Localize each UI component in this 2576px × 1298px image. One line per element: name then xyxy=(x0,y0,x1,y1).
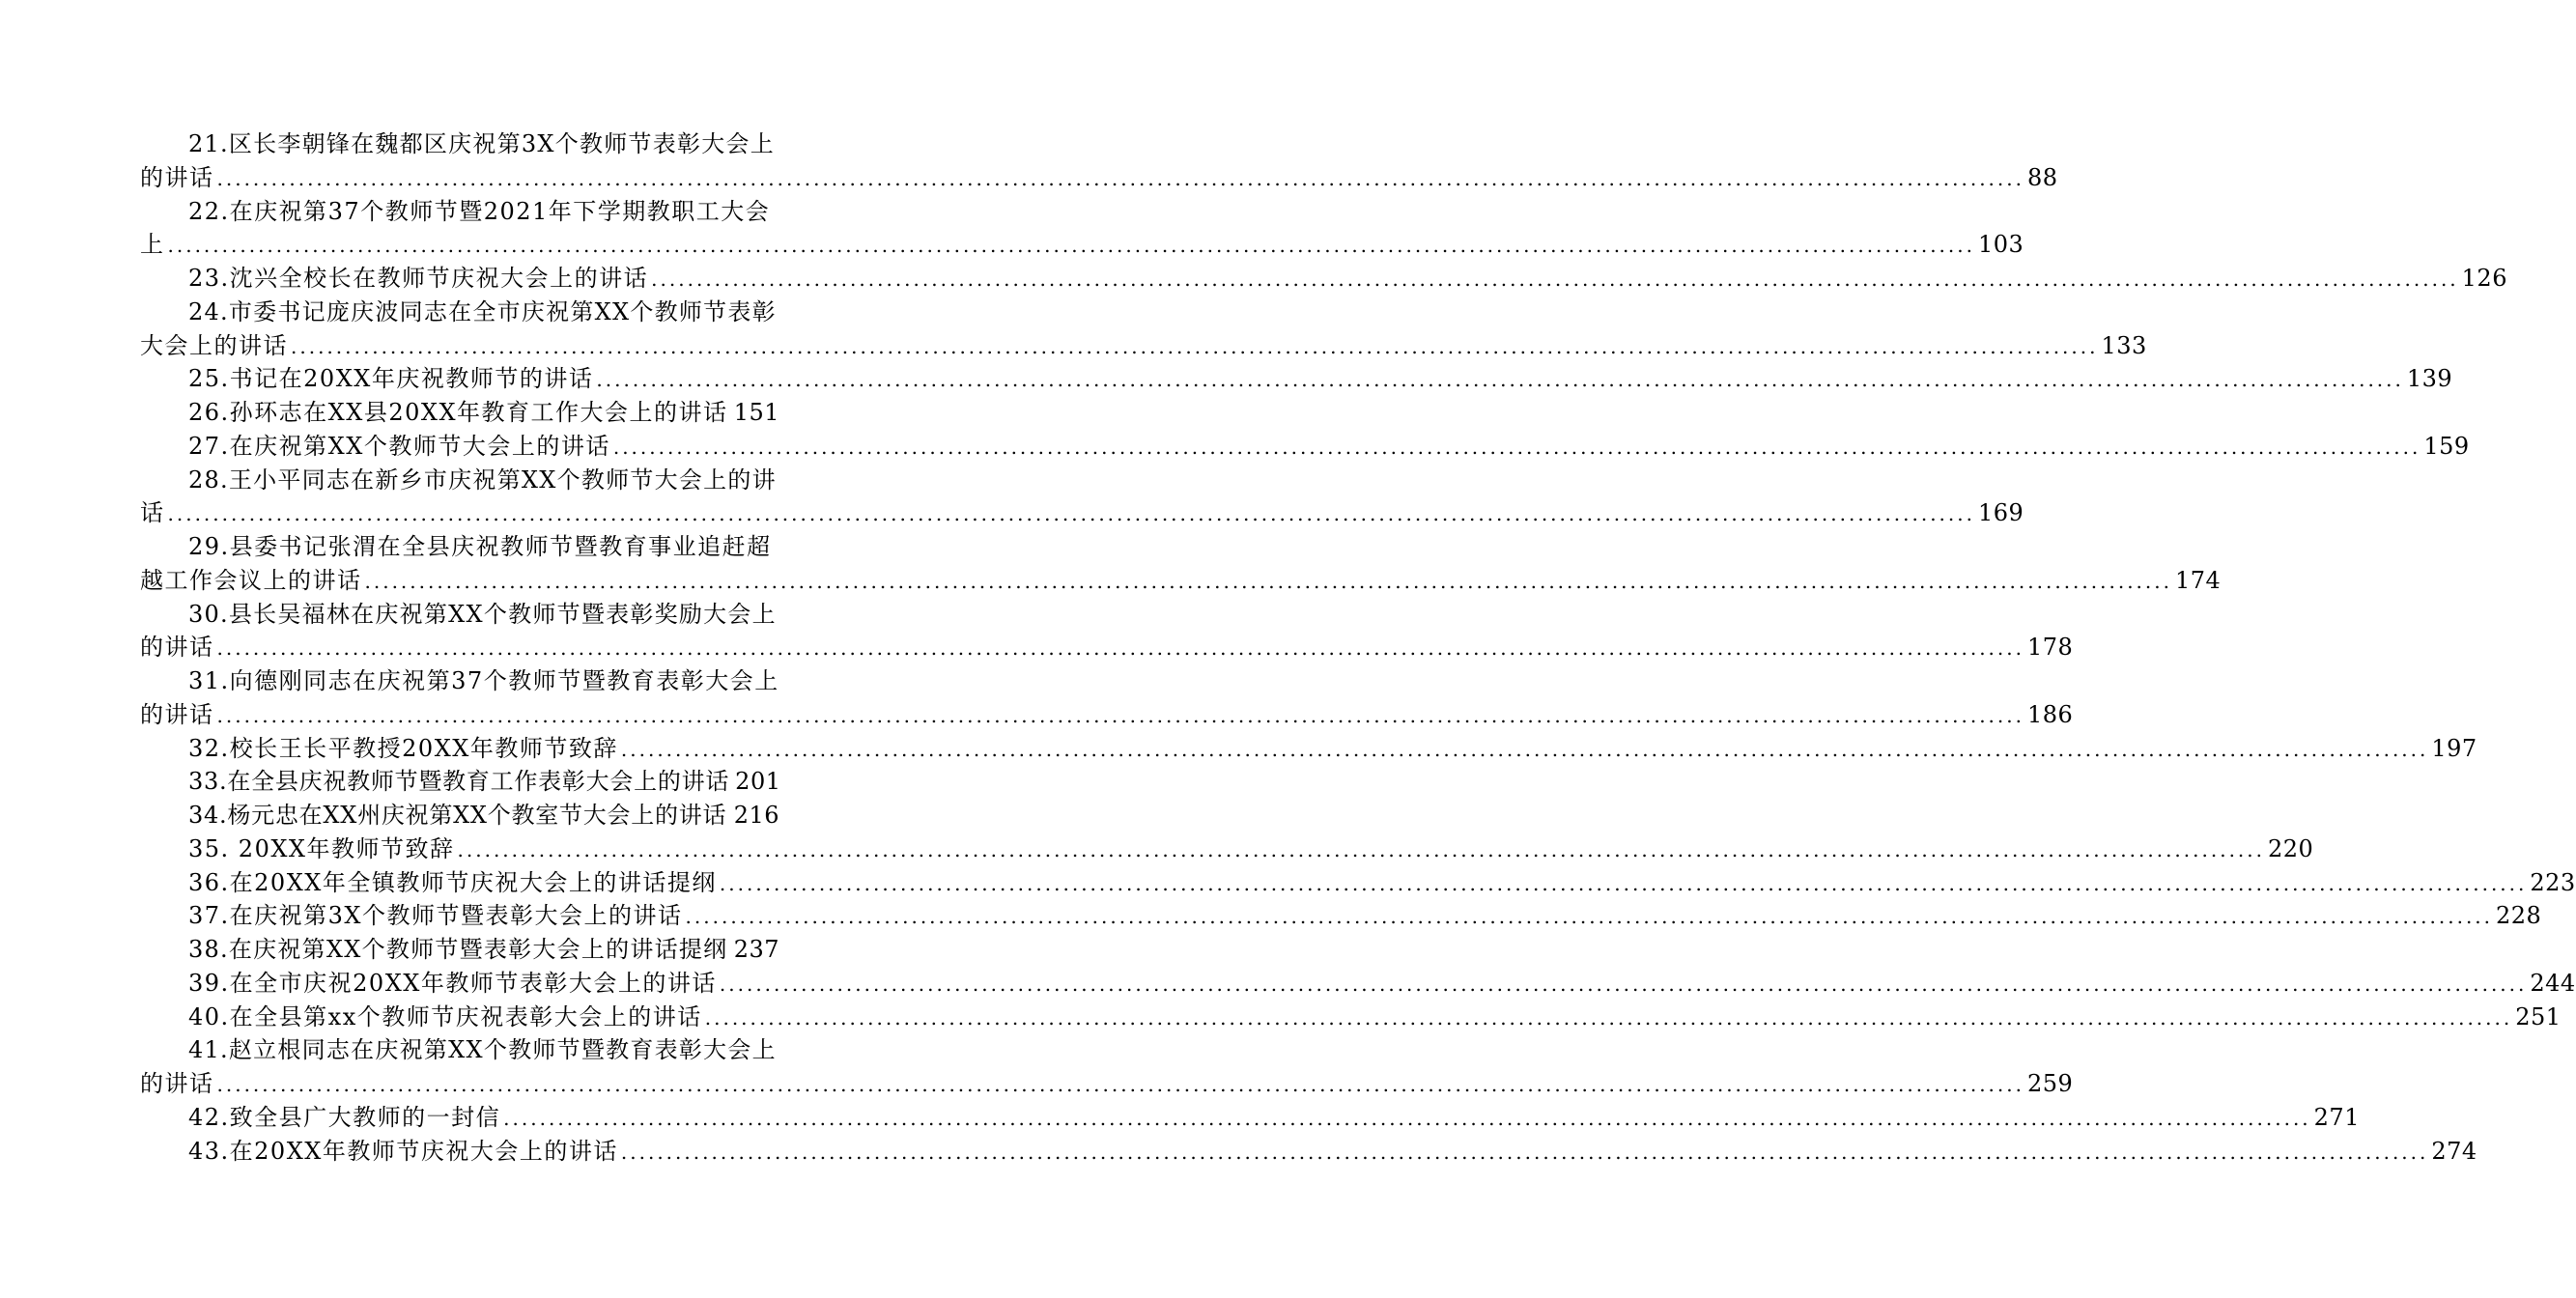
toc-entry-title: 24.市委书记庞庆波同志在全市庆祝第XX个教师节表彰 xyxy=(188,297,777,325)
toc-leader-dots: ........................................................................................................................................................................................................ xyxy=(364,569,2172,593)
toc-leader-dots: ........................................................................................................................................................................................................ xyxy=(620,737,2429,761)
toc-leader-dots: ........................................................................................................................................................................................................ xyxy=(704,1005,2513,1030)
toc-entry-line xyxy=(140,1001,2562,1034)
toc-entry-line xyxy=(140,329,2147,363)
toc-entry-title: 43.在20XX年教师节庆祝大会上的讲话 xyxy=(188,1137,618,1165)
toc-page-number: 139 xyxy=(2406,365,2453,393)
toc-entry-title: 37.在庆祝第3X个教师节暨表彰大会上的讲话 xyxy=(188,902,683,930)
toc-leader-dots: ........................................................................................................................................................................................................ xyxy=(216,636,2024,661)
toc-leader-dots xyxy=(729,800,730,833)
toc-entry-line xyxy=(140,530,779,564)
toc-page-number: 159 xyxy=(2423,432,2470,460)
toc-leader-dots: ........................................................................................................................................................................................................ xyxy=(685,905,2494,929)
toc-entry-line xyxy=(140,664,779,698)
toc-entry-line xyxy=(140,228,2024,262)
toc-entry-title: 话 xyxy=(140,499,165,527)
toc-leader-dots: ........................................................................................................................................................................................................ xyxy=(457,837,2265,861)
toc-entry-line xyxy=(140,598,779,632)
toc-page-number: 228 xyxy=(2496,902,2542,930)
toc-entry-title: 的讲话 xyxy=(140,700,214,728)
toc-page-number: 271 xyxy=(2313,1103,2360,1131)
toc-leader-dots: ........................................................................................................................................................................................................ xyxy=(719,871,2528,895)
toc-leader-dots: ........................................................................................................................................................................................................ xyxy=(291,334,2099,358)
toc-entry-title: 22.在庆祝第37个教师节暨2021年下学期教职工大会 xyxy=(188,197,771,225)
toc-leader-dots: ........................................................................................................................................................................................................ xyxy=(596,368,2404,392)
toc-entry-line xyxy=(140,832,2314,866)
toc-entry-line xyxy=(140,1033,779,1067)
toc-entry-title: 34.杨元忠在XX州庆祝第XX个教室节大会上的讲话 xyxy=(188,802,727,829)
toc-entry-title: 的讲话 xyxy=(140,163,214,191)
toc-entry-title: 29.县委书记张渭在全县庆祝教师节暨教育事业追赶超 xyxy=(188,533,772,560)
toc-entry-line xyxy=(140,799,779,832)
toc-page-number: 169 xyxy=(1977,499,2024,527)
toc-entry-title: 25.书记在20XX年庆祝教师节的讲话 xyxy=(188,365,594,393)
toc-leader-dots: ........................................................................................................................................................................................................ xyxy=(620,1140,2429,1164)
toc-leader-dots: ........................................................................................................................................................................................................ xyxy=(503,1106,2311,1130)
toc-page-number: 223 xyxy=(2530,868,2576,896)
toc-entry-title: 33.在全县庆祝教师节暨教育工作表彰大会上的讲话 xyxy=(188,768,730,796)
toc-entry-title: 的讲话 xyxy=(140,634,214,662)
toc-leader-dots: ........................................................................................................................................................................................................ xyxy=(719,972,2528,996)
toc-entry-line xyxy=(140,430,2470,464)
toc-page-number: 251 xyxy=(2515,1002,2562,1030)
toc-entry-title: 27.在庆祝第XX个教师节大会上的讲话 xyxy=(188,432,610,460)
toc-entry-title: 41.赵立根同志在庆祝第XX个教师节暨教育表彰大会上 xyxy=(188,1036,777,1064)
toc-entry-line xyxy=(140,899,2542,933)
toc-entry-line xyxy=(140,195,779,229)
toc-entry-line xyxy=(140,362,2453,396)
toc-page-number: 216 xyxy=(733,802,779,829)
toc-entry-title: 39.在全市庆祝20XX年教师节表彰大会上的讲话 xyxy=(188,969,717,997)
toc-entry-title: 38.在庆祝第XX个教师节暨表彰大会上的讲话提纲 xyxy=(188,936,728,963)
toc-page-number: 244 xyxy=(2530,969,2576,997)
toc-entry-title: 大会上的讲话 xyxy=(140,331,288,359)
toc-page-number: 201 xyxy=(735,768,781,796)
toc-page-number: 126 xyxy=(2461,265,2507,292)
toc-entry-title: 32.校长王长平教授20XX年教师节致辞 xyxy=(188,734,618,762)
toc-entry-title: 21.区长李朝锋在魏都区庆祝第3X个教师节表彰大会上 xyxy=(188,130,776,157)
toc-leader-dots: ........................................................................................................................................................................................................ xyxy=(167,234,1975,258)
toc-entry-line xyxy=(140,967,2576,1001)
toc-entry-line xyxy=(140,1067,2074,1101)
toc-entry-line xyxy=(140,464,779,497)
toc-entry-line xyxy=(140,866,2576,900)
toc-entry-title: 40.在全县第xx个教师节庆祝表彰大会上的讲话 xyxy=(188,1002,702,1030)
toc-leader-dots: ........................................................................................................................................................................................................ xyxy=(216,703,2024,727)
toc-entry-title: 42.致全县广大教师的一封信 xyxy=(188,1103,501,1131)
toc-entry-title: 35. 20XX年教师节致辞 xyxy=(188,834,455,862)
toc-entry-title: 23.沈兴全校长在教师节庆祝大会上的讲话 xyxy=(188,265,649,292)
toc-entry-line xyxy=(140,161,2058,195)
toc-leader-dots: ........................................................................................................................................................................................................ xyxy=(216,166,2024,190)
toc-entry-title: 上 xyxy=(140,231,165,259)
toc-entry-title: 30.县长吴福林在庆祝第XX个教师节暨表彰奖励大会上 xyxy=(188,600,777,628)
toc-page-number: 274 xyxy=(2431,1137,2477,1165)
toc-entry-title: 越工作会议上的讲话 xyxy=(140,566,362,594)
toc-entry-line xyxy=(140,262,2507,296)
toc-page-number: 178 xyxy=(2026,634,2074,662)
toc-entry-title: 28.王小平同志在新乡市庆祝第XX个教师节大会上的讲 xyxy=(188,466,777,494)
toc-page-number: 197 xyxy=(2431,734,2477,762)
table-of-contents xyxy=(140,127,2576,1168)
toc-entry-line xyxy=(140,1101,2360,1135)
toc-entry-title: 26.孙环志在XX县20XX年教育工作大会上的讲话 xyxy=(188,399,728,426)
toc-entry-line xyxy=(140,564,2222,598)
toc-page-number: 103 xyxy=(1977,231,2024,259)
toc-entry-line xyxy=(140,698,2074,732)
toc-entry-line xyxy=(140,496,2024,530)
toc-leader-dots: ........................................................................................................................................................................................................ xyxy=(612,435,2421,459)
toc-page-number: 259 xyxy=(2026,1070,2074,1097)
toc-leader-dots: ........................................................................................................................................................................................................ xyxy=(651,268,2459,291)
toc-leader-dots: ........................................................................................................................................................................................................ xyxy=(167,502,1975,526)
toc-entry-line xyxy=(140,296,779,329)
toc-entry-line xyxy=(140,933,779,967)
toc-page-number: 151 xyxy=(733,399,779,426)
toc-entry-title: 36.在20XX年全镇教师节庆祝大会上的讲话提纲 xyxy=(188,868,717,896)
toc-page-number: 186 xyxy=(2026,700,2074,728)
toc-entry-title: 的讲话 xyxy=(140,1070,214,1097)
toc-entry-line xyxy=(140,1135,2477,1169)
toc-page-number: 220 xyxy=(2268,834,2314,862)
toc-leader-dots: ........................................................................................................................................................................................................ xyxy=(216,1073,2024,1096)
toc-entry-line xyxy=(140,631,2074,664)
toc-entry-line xyxy=(140,396,779,430)
toc-entry-line xyxy=(140,127,779,161)
toc-entry-title: 31.向德刚同志在庆祝第37个教师节暨教育表彰大会上 xyxy=(188,667,779,694)
toc-page-number: 237 xyxy=(733,936,779,963)
toc-page-number: 88 xyxy=(2026,163,2058,191)
toc-page-number: 133 xyxy=(2101,331,2147,359)
toc-page-number: 174 xyxy=(2174,566,2222,594)
toc-entry-line xyxy=(140,732,2477,766)
toc-entry-line xyxy=(140,765,779,799)
